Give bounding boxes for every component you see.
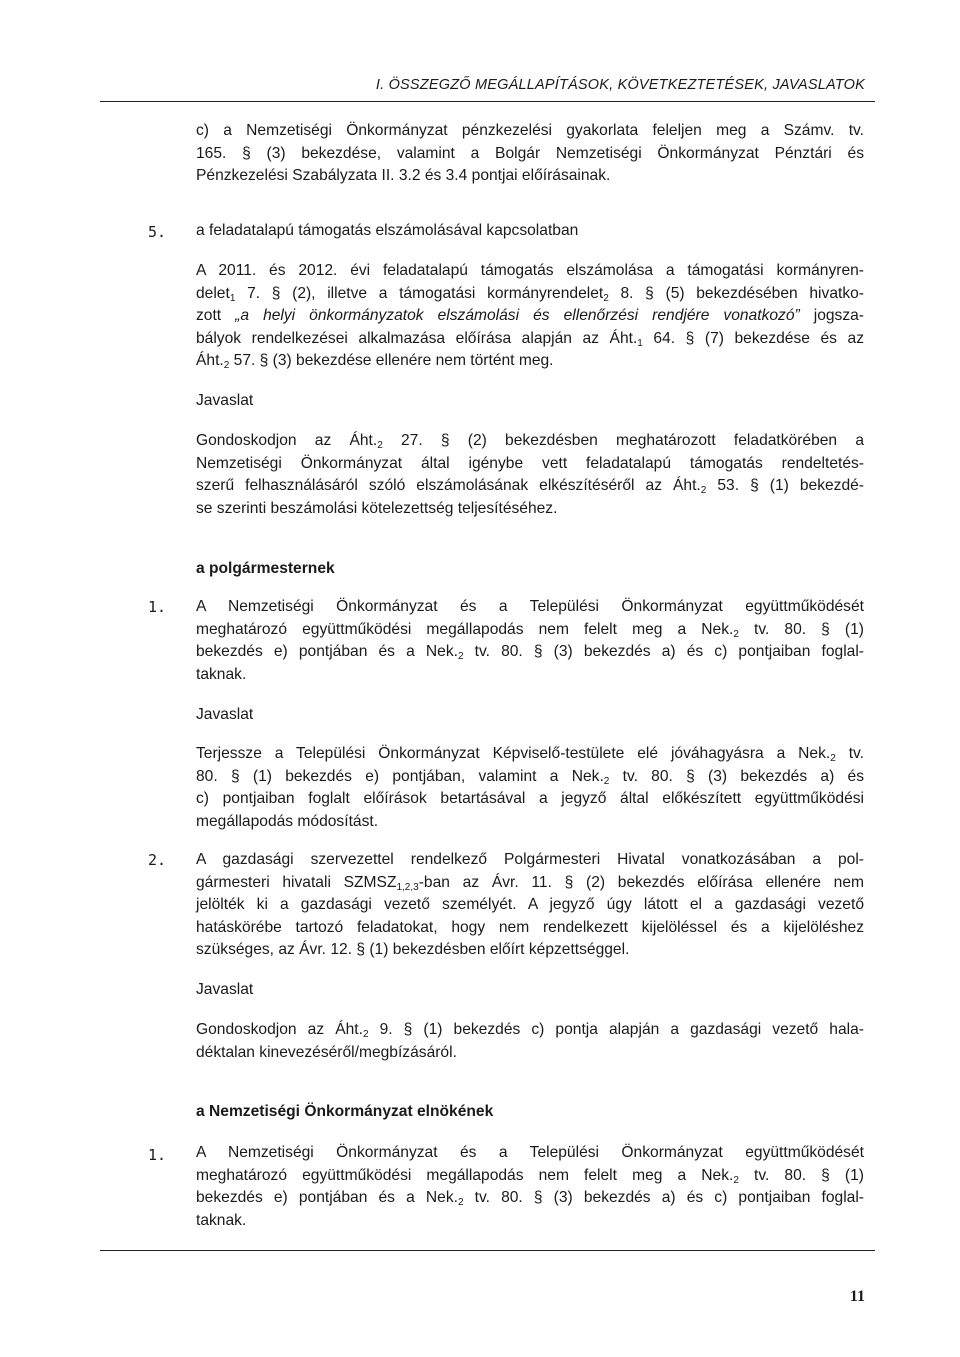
- recommendation-paragraph: [196, 743, 864, 833]
- recommendation-paragraph: [196, 1019, 864, 1064]
- text-line: déktalan kinevezéséről/megbízásáról.: [196, 1043, 457, 1061]
- paragraph-c: [196, 120, 864, 188]
- text-line: se szerinti beszámolási kötelezettség teljesítéséhez.: [196, 499, 558, 517]
- text-line: meghatározó együttműködési megállapodás nem felelt meg a $Nek._2$ tv. 80. § (1): [196, 1166, 864, 1186]
- text-line: A gazdasági szervezettel rendelkező Polgármesteri Hivatal vonatkozásában a pol-: [196, 851, 864, 868]
- text-line: $Áht._2$ 57. § (3) bekezdése ellenére nem történt meg.: [196, 352, 554, 372]
- section-title: a feladatalapú támogatás elszámolásával kapcsolatban: [196, 222, 579, 239]
- page-header-title: I. ÖSSZEGZŐ MEGÁLLAPÍTÁSOK, KÖVETKEZTETÉSEK, JAVASLATOK: [375, 77, 865, 93]
- text-line: c) pontjaiban foglalt előírások betartásával a jegyző által előkészített együttműködési: [196, 790, 864, 808]
- addressee-heading: a polgármesternek: [196, 560, 335, 577]
- item-number: 1.: [148, 598, 167, 616]
- addressee-heading: a Nemzetiségi Önkormányzat elnökének: [196, 1103, 494, 1120]
- footer-rule: [100, 1250, 875, 1251]
- text-line: gármesteri hivatali $SZMSZ_{1,2,3}$-ban az Ávr. 11. § (2) bekezdés előírása ellenére nem: [196, 873, 864, 893]
- finding-paragraph: [196, 260, 864, 373]
- text-line: Pénzkezelési Szabályzata II. 3.2 és 3.4 pontjai előírásainak.: [196, 167, 611, 185]
- text-line: c) a Nemzetiségi Önkormányzat pénzkezelési gyakorlata feleljen meg a Számv. tv.: [196, 122, 864, 139]
- text-line: bekezdés e) pontjában és a $Nek._2$ tv. 80. § (3) bekezdés a) és c) pontjaiban foglal-: [196, 1189, 864, 1209]
- javaslat-label: Javaslat: [196, 392, 254, 409]
- text-line: zott „a helyi önkormányzatok elszámolási és ellenőrzési rendjére vonatkozó” jogsza-: [196, 307, 865, 325]
- text-line: megállapodás módosítást.: [196, 812, 379, 830]
- text-line: Terjessze a Települési Önkormányzat Képviselő-testülete elé jóváhagyásra a $Nek._2$ tv.: [196, 745, 864, 764]
- text-line: hatáskörébe tartozó feladatokat, hogy nem rendelkezett kijelöléssel és a kijelöléshez: [196, 918, 864, 936]
- text-line: jelölték ki a gazdasági vezető személyét. A jegyző úgy látott el a gazdasági vezető: [196, 896, 864, 914]
- text-line: bályok rendelkezései alkalmazása előírása alapján az $Áht._1$ 64. § (7) bekezdése és az: [196, 329, 864, 349]
- recommendation-paragraph: [196, 430, 864, 520]
- text-line: A 2011. és 2012. évi feladatalapú támogatás elszámolása a támogatási kormányren-: [196, 262, 864, 279]
- text-line: A Nemzetiségi Önkormányzat és a Települési Önkormányzat együttműködését: [196, 598, 864, 615]
- text-line: delet$_1$ 7. § (2), illetve a támogatási kormányrendelet$_2$ 8. § (5) bekezdésében hivatko-: [196, 284, 864, 304]
- item-number: 1.: [148, 1146, 167, 1164]
- text-line: A Nemzetiségi Önkormányzat és a Települési Önkormányzat együttműködését: [196, 1144, 864, 1161]
- javaslat-label: Javaslat: [196, 981, 254, 998]
- section-number: 5.: [148, 223, 167, 241]
- text-line: Gondoskodjon az $Áht._2$ 9. § (1) bekezdés c) pontja alapján a gazdasági vezető hala-: [196, 1021, 864, 1040]
- text-line: 165. § (3) bekezdése, valamint a Bolgár Nemzetiségi Önkormányzat Pénztári és: [196, 144, 864, 162]
- page-number: 11: [849, 1288, 865, 1305]
- javaslat-label: Javaslat: [196, 706, 254, 723]
- text-line: Nemzetiségi Önkormányzat által igénybe vett feladatalapú támogatás rendeltetés-: [196, 454, 864, 472]
- item-number: 2.: [148, 851, 167, 869]
- finding-paragraph: [196, 596, 864, 686]
- text-line: 80. § (1) bekezdés e) pontjában, valamint a $Nek._2$ tv. 80. § (3) bekezdés a) és: [196, 767, 864, 787]
- text-line: meghatározó együttműködési megállapodás nem felelt meg a $Nek._2$ tv. 80. § (1): [196, 620, 864, 640]
- finding-paragraph: [196, 1142, 864, 1232]
- text-line: taknak.: [196, 665, 247, 683]
- text-line: szükséges, az Ávr. 12. § (1) bekezdésben előírt képzettséggel.: [196, 941, 630, 959]
- text-line: bekezdés e) pontjában és a $Nek._2$ tv. 80. § (3) bekezdés a) és c) pontjaiban foglal-: [196, 643, 864, 663]
- text-line: taknak.: [196, 1211, 247, 1229]
- finding-paragraph: [196, 849, 864, 962]
- header-rule: [100, 101, 875, 102]
- text-line: szerű felhasználásáról szóló elszámolásának elkészítéséről az $Áht._2$ 53. § (1) bekezdé-: [196, 477, 865, 497]
- text-line: Gondoskodjon az $Áht._2$ 27. § (2) bekezdésben meghatározott feladatkörében a: [196, 432, 864, 451]
